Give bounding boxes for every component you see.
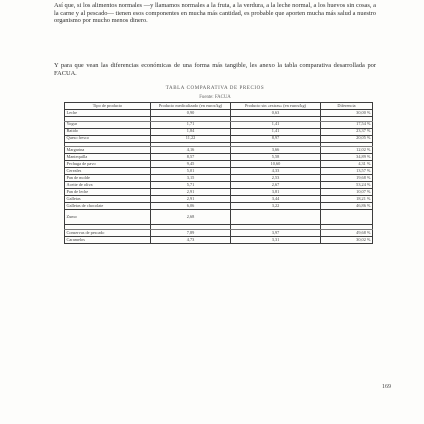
table-cell [231,210,321,225]
table-cell: Galletas de chocolate [65,203,151,210]
table-cell: 23,37 % [321,128,373,135]
table-row [65,203,373,210]
table-cell: 3,66 [231,147,321,154]
table-cell: Conservas de pescado [65,230,151,237]
table-cell: 2,91 [151,196,231,203]
table-row [65,210,373,225]
table-header-cell: Producto sin «extras» (en euros/kg) [231,103,321,110]
table-cell: 46,86 % [321,203,373,210]
table-cell: 0,63 [231,109,321,116]
table-cell: 18,21 % [321,196,373,203]
table-cell: 20,05 % [321,135,373,142]
table-cell: 17,54 % [321,121,373,128]
table-cell: 12,02 % [321,147,373,154]
table-cell: 5,71 [151,182,231,189]
table-row [65,147,373,154]
table-header-cell: Producto medicalizado (en euros/kg) [151,103,231,110]
price-comparison-table [64,102,373,244]
table-cell: Pan de molde [65,175,151,182]
table-cell: Aceite de oliva [65,182,151,189]
table-cell: Pechuga de pavo [65,161,151,168]
table-cell: 1,84 [151,128,231,135]
table-cell: Batido [65,128,151,135]
table-cell: Cereales [65,168,151,175]
table-cell: 4,33 [231,168,321,175]
table-cell: Queso fresco [65,135,151,142]
table-cell: Margarina [65,147,151,154]
table-cell: 6,06 [151,203,231,210]
table-cell: 4,16 [151,147,231,154]
table-cell: Yogur [65,121,151,128]
table-row [65,237,373,244]
table-cell: 5,58 [231,154,321,161]
table-row [65,168,373,175]
table-cell: 10,07 % [321,189,373,196]
table-cell: 9,45 [151,161,231,168]
table-cell: 30,02 % [321,237,373,244]
table-header-cell: Diferencia [321,103,373,110]
table-cell: 1,41 [231,121,321,128]
table-row [65,109,373,116]
table-row [65,154,373,161]
table-header-cell: Tipo de producto [65,103,151,110]
table-source: Fuente: FACUA [199,95,231,100]
table-cell: Caramelos [65,237,151,244]
table-cell: 19,68 % [321,175,373,182]
table-cell: 4,31 % [321,161,373,168]
table-cell: 1,71 [151,121,231,128]
table-cell: 8,57 [151,154,231,161]
table-cell: 2,91 [151,189,231,196]
table-row [65,121,373,128]
table-cell: Pan de leche [65,189,151,196]
table-cell: 11,22 [151,135,231,142]
table-cell: 3,81 [231,189,321,196]
table-row [65,189,373,196]
table-cell: 3,31 [231,237,321,244]
table-cell: 0,90 [151,109,231,116]
table-caption: TABLA COMPARATIVA DE PRECIOS [165,86,265,91]
table-cell: 1,41 [231,128,321,135]
table-row [65,128,373,135]
table-cell: 3,97 [231,230,321,237]
table-row [65,161,373,168]
table-cell: 7,89 [151,230,231,237]
table-cell: 49,68 % [321,230,373,237]
table-cell: Mantequilla [65,154,151,161]
table-row [65,196,373,203]
table-cell: Leche [65,109,151,116]
table-cell: 30,00 % [321,109,373,116]
table-cell: 4,73 [151,237,231,244]
table-cell: 3,44 [231,196,321,203]
table-row [65,182,373,189]
body-paragraph: Así que, si los alimentos normales —y llamamos normales a la fruta, a la verdura, a la leche normal, a los huevos sin cosas, a la carne y al pescado— tienen esos componentes en mucha más cantidad, es probable que aporten mucha más salud a nuestro organismo por mucho menos dinero. [54,2,376,25]
table-cell: 8,97 [231,135,321,142]
table-cell [321,210,373,225]
table-row [65,230,373,237]
table-cell: 53,24 % [321,182,373,189]
table-cell: 5,01 [151,168,231,175]
table-cell: 3,15 [151,175,231,182]
page-number: 169 [382,384,391,390]
table-row [65,175,373,182]
body-paragraph: Y para que vean las diferencias económicas de una forma más tangible, les anexo la tabla comparativa desarrollada por FACUA. [54,62,376,77]
table-cell: 10,60 [231,161,321,168]
table-cell: Zumo [65,210,151,225]
table-cell: 2,68 [151,210,231,225]
table-row [65,135,373,142]
table-cell: 3,22 [231,203,321,210]
table-cell: 13,57 % [321,168,373,175]
table-cell: 2,53 [231,175,321,182]
table-cell: 2,67 [231,182,321,189]
table-cell: 34,89 % [321,154,373,161]
table-cell: Galletas [65,196,151,203]
